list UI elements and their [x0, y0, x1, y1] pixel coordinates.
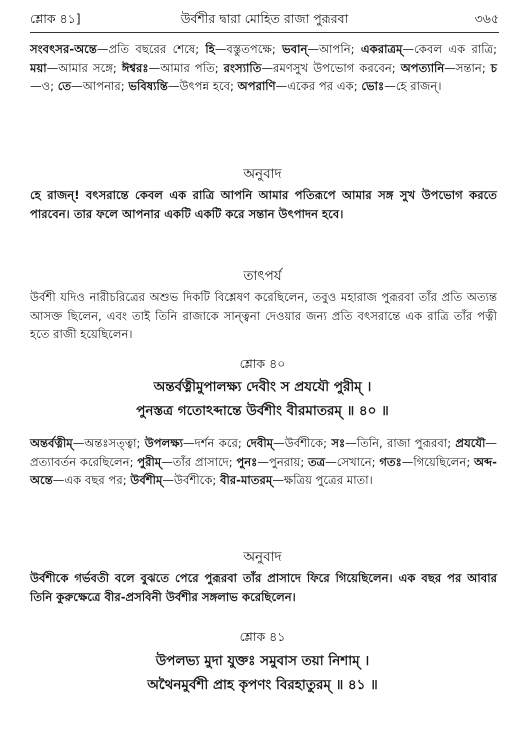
synonym-meaning: —দর্শন করে; [183, 436, 247, 450]
synonym-meaning: —আমার পতি; [148, 60, 224, 75]
synonym-term: পুনঃ [236, 454, 258, 469]
synonym-term: দেবীম্ [246, 436, 274, 450]
translation-verse-40: উর্বশীকে গর্ভবতী বলে বুঝতে পেরে পুরূরবা তাঁর প্রাসাদে ফিরে গিয়েছিলেন। এক বছর পর আবার তিনি কুরুক্ষেত্রে বীর-প্রসবিনী উর্বশীর সঙ্গলাভ করেছিলেন। [30, 571, 497, 604]
synonym-term: হি [205, 42, 215, 56]
synonym-meaning: —গিয়েছিলেন; [401, 454, 474, 469]
synonym-term: ভবান্ [282, 42, 308, 56]
synonym-meaning: —আমার সঙ্গে; [46, 60, 122, 75]
header-chapter-title: উর্বশীর দ্বারা মোহিত রাজা পুরূরবা [180, 11, 349, 26]
synonym-meaning: —উর্বশীকে; [162, 473, 221, 487]
synonyms-verse-40 [30, 434, 497, 490]
synonym-meaning: —তাঁর প্রাসাদে; [161, 454, 237, 469]
synonym-term: একরাত্রম্ [360, 42, 403, 56]
synonym-meaning: —হে রাজন্। [384, 79, 442, 93]
synonym-meaning: —অন্তঃসত্ত্বা; [72, 436, 145, 450]
synonym-term: প্রযযৌ [455, 436, 486, 450]
synonym-meaning: —সন্তান; [444, 60, 491, 75]
synonym-term: রংস্যাতি [223, 60, 262, 75]
synonym-term: তে [57, 79, 72, 93]
synonym-term: সংবৎসর-অন্তে [30, 42, 97, 56]
synonym-term: সঃ [331, 436, 346, 450]
synonym-meaning: —বস্তুতপক্ষে; [214, 42, 283, 56]
synonym-term: তত্র [307, 454, 326, 469]
synonym-meaning: —উর্বশীকে; [273, 436, 332, 450]
synonym-term: চ [490, 60, 497, 75]
synonym-meaning: —একের পর এক; [275, 79, 362, 93]
synonym-term: উর্বশীম্ [130, 473, 163, 487]
synonym-meaning: —ক্ষত্রিয় পুত্রের মাতা। [272, 473, 373, 487]
synonym-meaning: —প্রতি বছরের শেষে; [96, 42, 206, 56]
header-page-number: ৩৬৫ [474, 11, 499, 26]
synonyms-verse-39 [30, 40, 497, 96]
verse-40-line-2: পুনস্তত্র গতোঽব্দান্তে উর্বশীং বীরমাতরম্ ॥ ৪০ ॥ [136, 403, 389, 419]
verse-41-line-1: উপলভ্য মুদা যুক্তঃ সমুবাস তয়া নিশাম্ । [155, 653, 370, 669]
synonym-meaning: —আপনার; [71, 79, 129, 93]
synonym-term: অন্তর্বত্নীম্ [30, 436, 73, 450]
synonym-term: ভোঃ [361, 79, 385, 93]
translation-heading-39: অনুবাদ [243, 166, 282, 182]
synonym-meaning: —রমণসুখ উপভোগ করবেন; [261, 60, 401, 75]
synonym-term: গতঃ [379, 454, 402, 469]
verse-40-label: শ্লোক ৪০ [239, 356, 286, 371]
synonym-term: অপত্যানি [400, 60, 445, 75]
synonym-term: অপরাণি [237, 79, 276, 93]
synonym-meaning: —প্রত্যাবর্তন করেছিলেন; [30, 436, 498, 469]
synonym-meaning: —আপনি; [307, 42, 361, 56]
synonym-term: ঈশ্বরঃ [121, 60, 149, 75]
running-header [30, 10, 499, 33]
synonym-meaning: —উৎপন্ন হবে; [167, 79, 238, 93]
verse-40-line-1: অন্তর্বত্নীমুপালক্ষ্য দেবীং স প্রযযৌ পুরীম্ । [153, 379, 372, 395]
synonym-term: ময়া [30, 60, 47, 75]
synonym-meaning: —তিনি, রাজা পুরূরবা; [345, 436, 456, 450]
synonym-meaning: —কেবল এক রাত্রি; [402, 42, 497, 56]
purport-text: উর্বশী যদিও নারীচরিত্রের অশুভ দিকটি বিশ্লেষণ করেছিলেন, তবুও মহারাজ পুরূরবা তাঁর প্রতি অত্যন্ত আসক্ত ছিলেন, এবং তাই তিনি রাজাকে সান্ত্বনা দেওয়ার জন্য প্রতি বৎসরান্তে এক রাত্রি তাঁর পত্নী হতে রাজী হয়েছিলেন। [30, 290, 497, 341]
synonym-term: ভবিষ্যন্তি [128, 79, 168, 93]
synonym-term: অব্দ-অন্তে [30, 454, 497, 487]
synonym-term: পুরীম্ [137, 454, 162, 469]
synonym-meaning: —সেখানে; [325, 454, 380, 469]
header-verse-ref: শ্লোক ৪১] [30, 11, 81, 26]
verse-41-label: শ্লোক ৪১ [239, 629, 286, 644]
synonym-meaning: —এক বছর পর; [52, 473, 131, 487]
synonym-term: উপলক্ষ্য [144, 436, 184, 450]
purport-heading: তাৎপর্য [243, 268, 282, 284]
translation-verse-39: হে রাজন্! বৎসরান্তে কেবল এক রাত্রি আপনি আমার পতিরূপে আমার সঙ্গ সুখ উপভোগ করতে পারবেন। তার ফলে আপনার একটি একটি করে সন্তান উৎপাদন হবে। [30, 188, 497, 221]
verse-41-line-2: অথৈনমুর্বশী প্রাহ কৃপণং বিরহাতুরম্ ॥ ৪১ ॥ [147, 677, 378, 693]
synonym-meaning: —পুনরায়; [257, 454, 308, 469]
synonym-meaning: —ও; [30, 79, 58, 93]
translation-heading-40: অনুবাদ [243, 549, 282, 565]
synonym-term: বীর-মাতরম্ [220, 473, 273, 487]
